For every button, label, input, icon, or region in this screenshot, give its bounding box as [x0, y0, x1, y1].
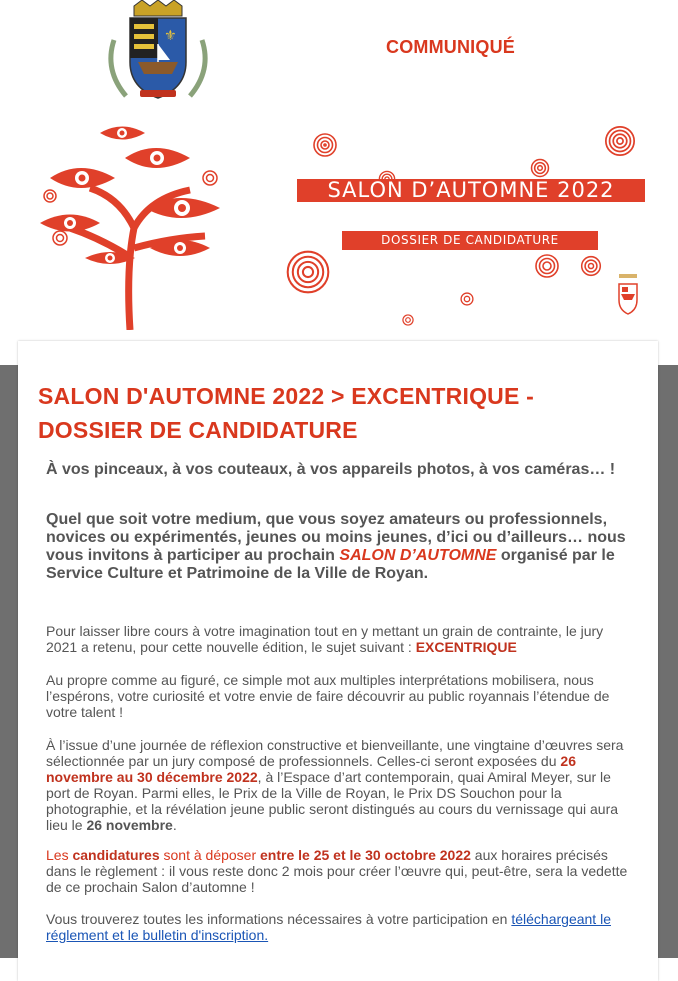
intro2-text-a: Quel que soit votre medium, que vous soyez amateurs ou professionnels, novices ou expérimentés, jeunes ou moins jeunes, d’ici ou d’ailleurs… nous vous invitons à participer au prochain [46, 511, 626, 564]
p3-text-c: , à l’Espace d’art contemporain, quai Amiral Meyer, sur le port de Royan. Parmi elles, le Prix de la Ville de Royan, le Prix DS Souchon pour la photographie, et la révélation jeune public seront distingués au cours du vernissage qui aura lieu le [46, 769, 619, 833]
exhibition-dates: 26 novembre au 30 décembre 2022 [46, 753, 576, 785]
spiral-decoration [460, 292, 474, 306]
paragraph-download [46, 911, 630, 943]
coat-of-arms-logo [100, 0, 216, 112]
paragraph-exhibition [46, 737, 630, 833]
p4-text-e: aux horaires précisés dans le règlement : il vous reste donc 2 mois pour créer l’œuvre qui, peut-être, sera la vedette de ce prochain Salon d’automne ! [46, 847, 628, 895]
deposit-dates: entre le 25 et le 30 octobre 2022 [260, 847, 471, 863]
p4-text-c: sont à déposer [159, 847, 261, 863]
paragraph-candidatures [46, 847, 630, 895]
vernissage-date: 26 novembre [86, 817, 173, 833]
spiral-decoration [286, 250, 330, 294]
theme-keyword: EXCENTRIQUE [415, 639, 517, 655]
article-card [18, 341, 658, 981]
city-logo-icon [613, 270, 643, 316]
p3-text-e: . [172, 817, 177, 833]
spiral-decoration [604, 125, 636, 157]
communique-label: COMMUNIQUÉ [386, 37, 515, 57]
svg-text:⚜: ⚜ [164, 28, 177, 44]
banner-title: SALON D’AUTOMNE 2022 [297, 179, 645, 202]
intro-paragraph-2 [46, 511, 626, 583]
spiral-decoration [580, 255, 602, 277]
p3-text-a: À l’issue d’une journée de réflexion constructive et bienveillante, une vingtaine d’œuvres sera sélectionnée par un jury composé de professionnels. Celles-ci seront exposées du [46, 737, 624, 769]
intro-paragraph-1: À vos pinceaux, à vos couteaux, à vos appareils photos, à vos caméras… ! [46, 461, 616, 478]
article-title [38, 379, 598, 447]
p5-text: Vous trouverez toutes les informations nécessaires à votre participation en [46, 911, 512, 927]
eye-tree-illustration [30, 108, 240, 330]
banner-subtitle: DOSSIER DE CANDIDATURE [342, 231, 598, 250]
p1-text: Pour laisser libre cours à votre imagination tout en y mettant un grain de contrainte, le jury 2021 a retenu, pour cette nouvelle édition, le sujet suivant : [46, 623, 604, 655]
candidatures-word: candidatures [72, 847, 160, 863]
spiral-decoration [530, 158, 550, 178]
spiral-decoration [312, 132, 338, 158]
intro2-text-b: organisé par le Service Culture et Patrimoine de la Ville de Royan. [46, 547, 615, 582]
paragraph-talent: Au propre comme au figuré, ce simple mot aux multiples interprétations mobilisera, nous l’espérons, votre curiosité et votre envie de faire découvrir au public royannais l’étendue de votre talent ! [46, 672, 610, 720]
article-title-line1: SALON D'AUTOMNE 2022 > EXCENTRIQUE - [38, 383, 534, 409]
p4-text-a: Les [46, 847, 73, 863]
spiral-decoration [534, 253, 560, 279]
salon-emphasis: SALON D’AUTOMNE [339, 547, 497, 564]
header-area [0, 0, 678, 365]
paragraph-theme [46, 623, 630, 655]
spiral-decoration [402, 314, 414, 326]
download-rules-link[interactable]: téléchargeant le réglement et le bulletin d'inscription. [46, 911, 611, 943]
article-title-line2: DOSSIER DE CANDIDATURE [38, 417, 358, 443]
